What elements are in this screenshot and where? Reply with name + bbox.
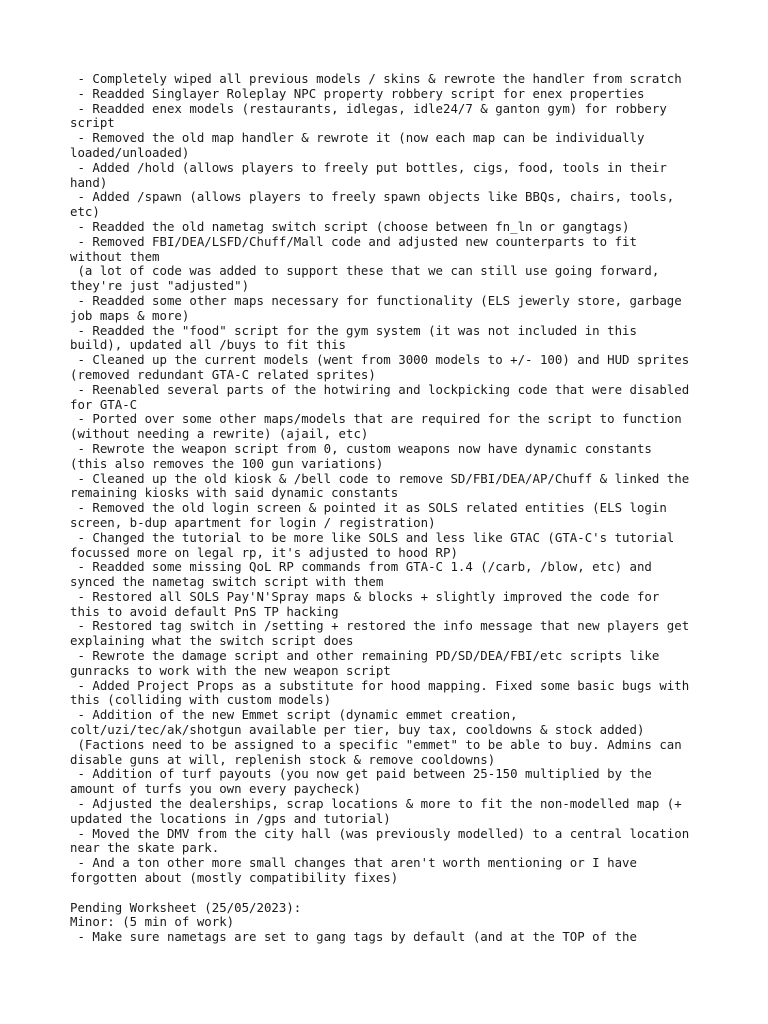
text-line: script	[70, 115, 115, 131]
text-line: focussed more on legal rp, it's adjusted to hood RP)	[70, 544, 458, 560]
text-line: - Readded some missing QoL RP commands from GTA-C 1.4 (/carb, /blow, etc) and	[70, 559, 652, 575]
text-line: - And a ton other more small changes that aren't worth mentioning or I have	[70, 855, 637, 871]
text-line: near the skate park.	[70, 840, 220, 856]
text-line: - Removed FBI/DEA/LSFD/Chuff/Mall code and adjusted new counterparts to fit	[70, 233, 637, 249]
text-line: forgotten about (mostly compatibility fixes)	[70, 870, 399, 886]
changelog-document	[70, 72, 760, 945]
text-line: (removed redundant GTA-C related sprites)	[70, 366, 376, 382]
text-line: screen, b-dup apartment for login / registration)	[70, 514, 436, 530]
text-line: - Readded the "food" script for the gym system (it was not included in this	[70, 322, 637, 338]
text-line: etc)	[70, 204, 100, 220]
text-line: without them	[70, 248, 160, 264]
text-line: - Added Project Props as a substitute for hood mapping. Fixed some basic bugs with	[70, 677, 690, 693]
text-line: - Readded some other maps necessary for functionality (ELS jewerly store, garbage	[70, 292, 682, 308]
text-line: (this also removes the 100 gun variations)	[70, 455, 384, 471]
text-line: - Removed the old login screen & pointed it as SOLS related entities (ELS login	[70, 500, 667, 516]
text-line: - Restored all SOLS Pay'N'Spray maps & blocks + slightly improved the code for	[70, 588, 660, 604]
text-line: - Ported over some other maps/models that are required for the script to function	[70, 411, 682, 427]
text-line: synced the nametag switch script with them	[70, 574, 384, 590]
text-line: Minor: (5 min of work)	[70, 914, 235, 930]
text-line: job maps & more)	[70, 307, 190, 323]
text-line: for GTA-C	[70, 396, 138, 412]
text-line: - Added /spawn (allows players to freely spawn objects like BBQs, chairs, tools,	[70, 189, 675, 205]
text-line: - Rewrote the weapon script from 0, custom weapons now have dynamic constants	[70, 440, 652, 456]
blank-line	[70, 886, 760, 901]
text-line: disable guns at will, replenish stock & remove cooldowns)	[70, 751, 496, 767]
text-line: - Readded enex models (restaurants, idlegas, idle24/7 & ganton gym) for robbery	[70, 100, 667, 116]
text-line: - Cleaned up the old kiosk & /bell code to remove SD/FBI/DEA/AP/Chuff & linked the	[70, 470, 690, 486]
text-line: hand)	[70, 174, 108, 190]
text-line: (a lot of code was added to support these that we can still use going forward,	[70, 263, 660, 279]
text-line: remaining kiosks with said dynamic constants	[70, 485, 399, 501]
text-line: - Make sure nametags are set to gang tags by default (and at the TOP of the	[70, 929, 637, 945]
text-line: - Removed the old map handler & rewrote it (now each map can be individually	[70, 130, 645, 146]
text-line: this (colliding with custom models)	[70, 692, 332, 708]
text-line: - Restored tag switch in /setting + restored the info message that new players get	[70, 618, 690, 634]
text-line: updated the locations in /gps and tutorial)	[70, 810, 391, 826]
text-line: gunracks to work with the new weapon script	[70, 662, 391, 678]
text-line: - Changed the tutorial to be more like SOLS and less like GTAC (GTA-C's tutorial	[70, 529, 675, 545]
text-line: Pending Worksheet (25/05/2023):	[70, 899, 302, 915]
text-line: loaded/unloaded)	[70, 144, 190, 160]
text-line: - Completely wiped all previous models / skins & rewrote the handler from scratch	[70, 71, 682, 86]
text-line: - Addition of the new Emmet script (dynamic emmet creation,	[70, 707, 518, 723]
text-line: - Rewrote the damage script and other remaining PD/SD/DEA/FBI/etc scripts like	[70, 648, 660, 664]
text-line: - Reenabled several parts of the hotwiring and lockpicking code that were disabled	[70, 381, 690, 397]
text-line: build), updated all /buys to fit this	[70, 337, 347, 353]
text-line: amount of turfs you own every paycheck)	[70, 781, 361, 797]
text-line: - Moved the DMV from the city hall (was previously modelled) to a central location	[70, 825, 690, 841]
text-line: - Addition of turf payouts (you now get paid between 25-150 multiplied by the	[70, 766, 652, 782]
text-line: (Factions need to be assigned to a specific "emmet" to be able to buy. Admins can	[70, 736, 682, 752]
text-line: - Readded the old nametag switch script (choose between fn_ln or gangtags)	[70, 218, 630, 234]
text-line: (without needing a rewrite) (ajail, etc)	[70, 426, 369, 442]
text-line: this to avoid default PnS TP hacking	[70, 603, 339, 619]
text-line: colt/uzi/tec/ak/shotgun available per tier, buy tax, cooldowns & stock added)	[70, 722, 645, 738]
text-line: - Adjusted the dealerships, scrap locations & more to fit the non-modelled map (+	[70, 796, 682, 812]
text-line: - Readded Singlayer Roleplay NPC property robbery script for enex properties	[70, 85, 645, 101]
text-line: - Cleaned up the current models (went from 3000 models to +/- 100) and HUD sprites	[70, 352, 690, 368]
text-line: - Added /hold (allows players to freely put bottles, cigs, food, tools in their	[70, 159, 667, 175]
text-line: they're just "adjusted")	[70, 278, 250, 294]
text-line: explaining what the switch script does	[70, 633, 354, 649]
